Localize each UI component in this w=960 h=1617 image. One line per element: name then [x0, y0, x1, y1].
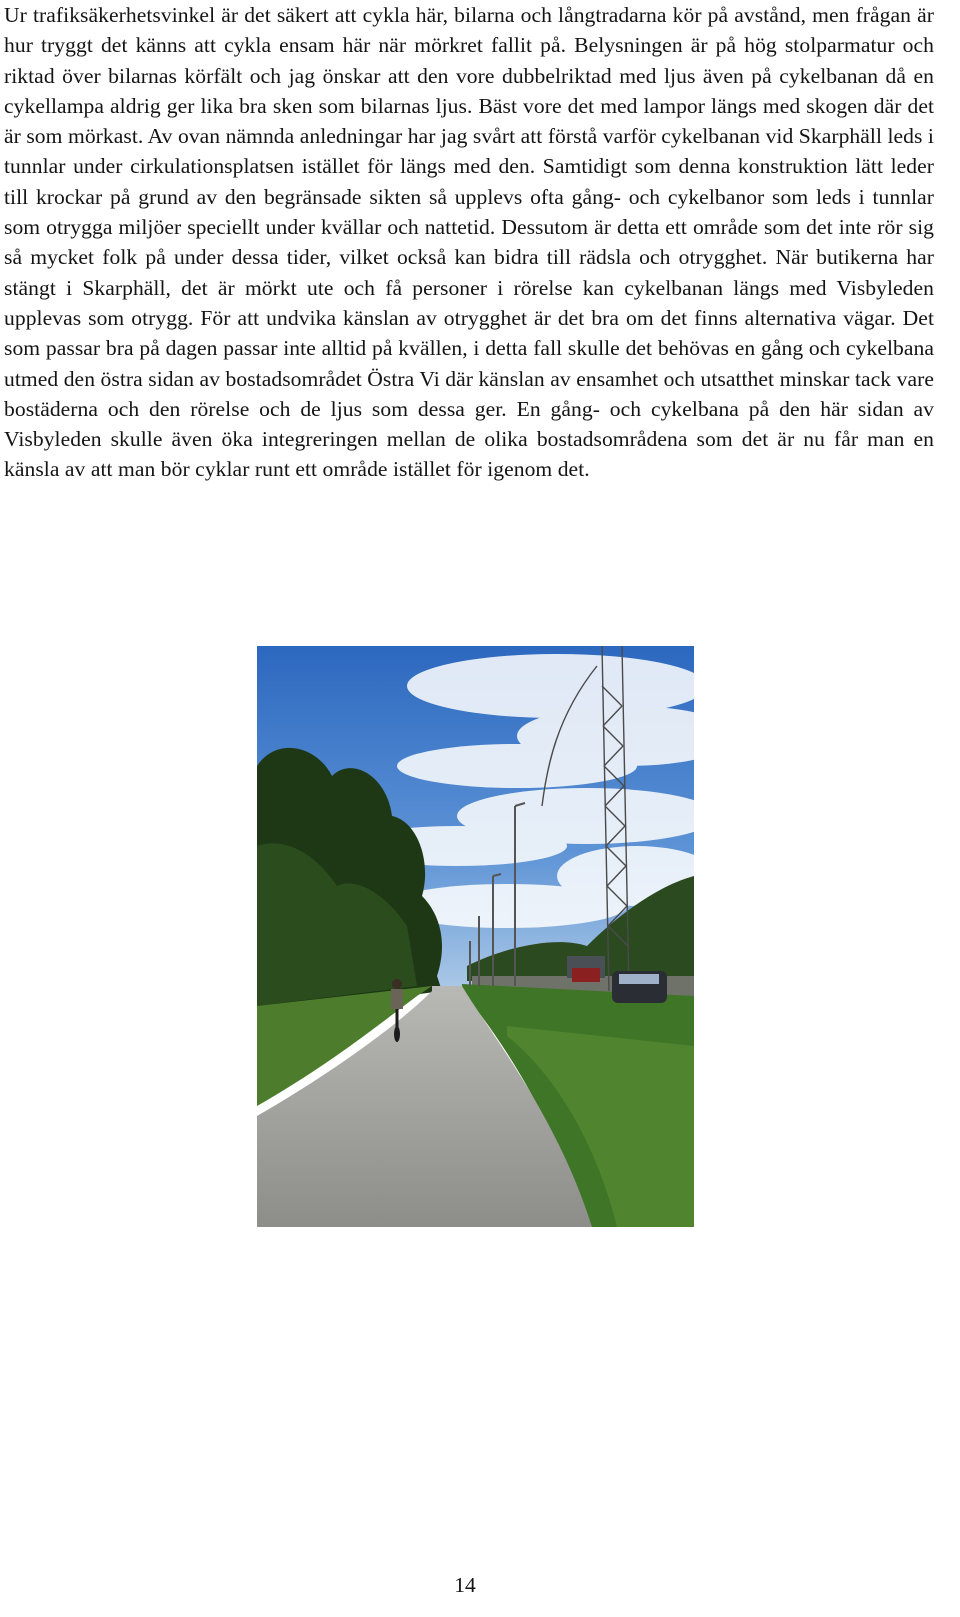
- cycle-path-photo: [257, 646, 694, 1227]
- page-number: 14: [454, 1573, 476, 1597]
- body-paragraph: Ur trafiksäkerhetsvinkel är det säkert att cykla här, bilarna och långtradarna kör på avstånd, men frågan är hur tryggt det känns att cykla ensam här när mörkret fallit på. Belysningen är på hög stolparmatur och riktad över bilarnas körfält och jag önskar att den vore dubbelriktad med ljus även på cykelbanan då en cykellampa aldrig ger lika bra sken som bilarnas ljus. Bäst vore det med lampor längs med skogen där det är som mörkast. Av ovan nämnda anledningar har jag svårt att förstå varför cykelbanan vid Skarphäll leds i tunnlar under cirkulationsplatsen istället för längs med den. Samtidigt som denna konstruktion lätt leder till krockar på grund av den begränsade sikten så upplevs ofta gång- och cykelbanor som leds i tunnlar som otrygga miljöer speciellt under kvällar och nattetid. Dessutom är detta ett område som det inte rör sig så mycket folk på under dessa tider, vilket också kan bidra till rädsla och otrygghet. När butikerna har stängt i Skarphäll, det är mörkt ute och få personer i rörelse kan cykelbanan längs med Visbyleden upplevas som otrygg. För att undvika känslan av otrygghet är det bra om det finns alternativa vägar. Det som passar bra på dagen passar inte alltid på kvällen, i detta fall skulle det behövas en gång och cykelbana utmed den östra sidan av bostadsområdet Östra Vi där känslan av ensamhet och utsatthet minskar tack vare bostäderna och den rörelse och de ljus som dessa ger. En gång- och cykelbana på den här sidan av Visbyleden skulle även öka integreringen mellan de olika bostadsområdena som det är nu får man en känsla av att man bör cyklar runt ett område istället för igenom det.: [4, 3, 934, 482]
- cycle-path-photo-illustration: [257, 646, 694, 1227]
